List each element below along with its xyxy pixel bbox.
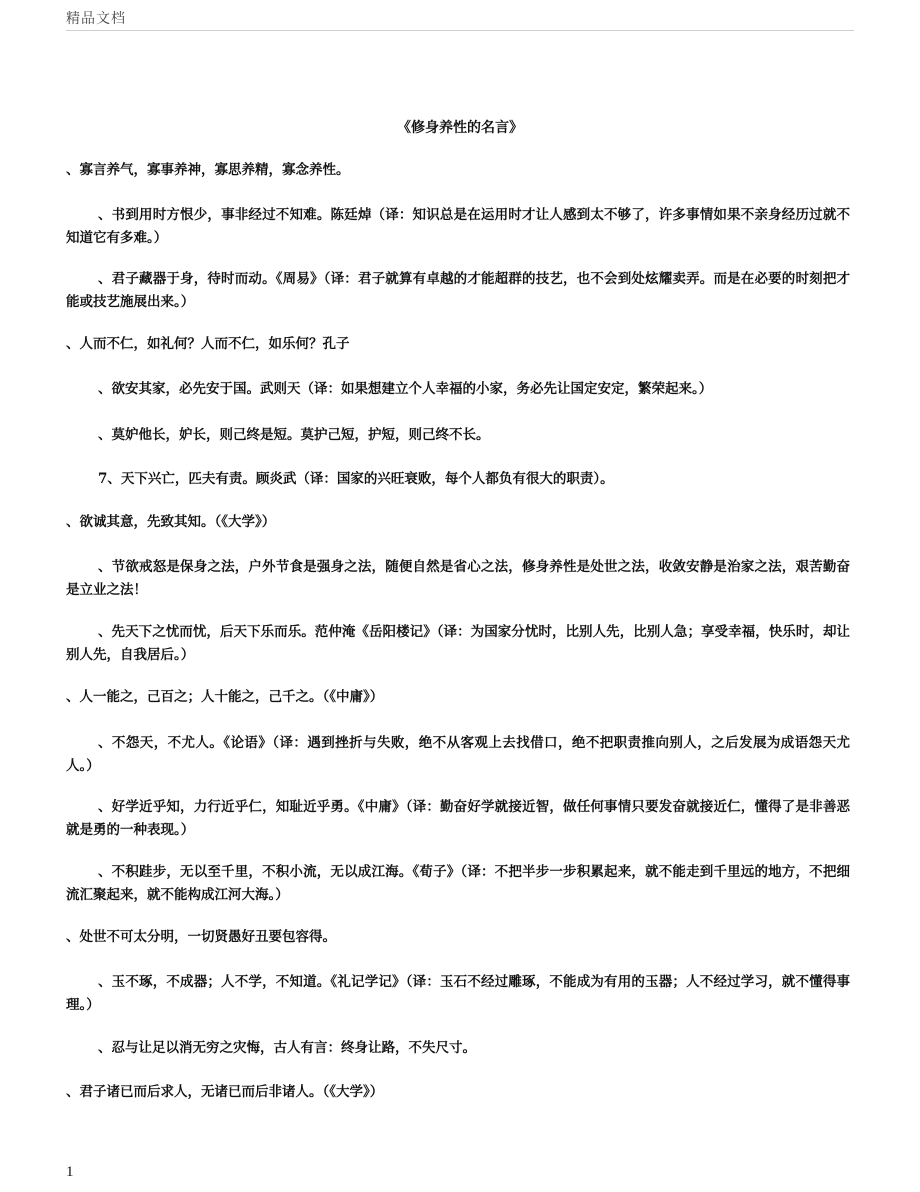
header-label: 精品文档 — [66, 11, 126, 27]
quote-paragraph: 、书到用时方恨少，事非经过不知难。陈廷焯（译：知识总是在运用时才让人感到太不够了，许多事情如果不亲身经历过就不知道它有多难。） — [66, 207, 850, 246]
page-number: 1 — [66, 1164, 74, 1180]
quote-paragraph: 、忍与让足以消无穷之灾悔，古人有言：终身让路，不失尺寸。 — [98, 1040, 476, 1056]
quote-paragraph: 、好学近乎知，力行近乎仁，知耻近乎勇。《中庸》（译：勤奋好学就接近智，做任何事情只要发奋就接近仁，懂得了是非善恶就是勇的一种表现。） — [66, 799, 850, 838]
quote-paragraph: 、人一能之，己百之；人十能之，己千之。（《中庸》） — [66, 689, 384, 705]
quote-paragraph: 、节欲戒怒是保身之法，户外节食是强身之法，随便自然是省心之法，修身养性是处世之法，收敛安静是治家之法，艰苦勤奋是立业之法！ — [66, 559, 850, 598]
quote-paragraph: 7、天下兴亡，匹夫有责。顾炎武（译：国家的兴旺衰败，每个人都负有很大的职责）。 — [98, 471, 614, 487]
quote-paragraph: 、君子藏器于身，待时而动。《周易》（译：君子就算有卓越的才能超群的技艺，也不会到处炫耀卖弄。而是在必要的时刻把才能或技艺施展出来。） — [66, 271, 850, 310]
quote-paragraph: 、欲诚其意，先致其知。（《大学》） — [66, 514, 276, 530]
quote-paragraph: 、君子诸已而后求人，无诸已而后非诸人。（《大学》） — [66, 1084, 384, 1100]
document-title: 《修身养性的名言》 — [397, 120, 523, 136]
quote-paragraph: 、莫妒他长，妒长，则己终是短。莫护己短，护短，则己终不长。 — [98, 427, 490, 443]
quote-paragraph: 、处世不可太分明，一切贤愚好丑要包容得。 — [66, 929, 336, 945]
quote-paragraph: 、不积跬步，无以至千里，不积小流，无以成江海。《荀子》（译：不把半步一步积累起来，就不能走到千里远的地方，不把细流汇聚起来，就不能构成江河大海。） — [66, 864, 850, 903]
quote-paragraph: 、先天下之忧而忧，后天下乐而乐。范仲淹《岳阳楼记》（译：为国家分忧时，比别人先，比别人急；享受幸福，快乐时，却让别人先，自我居后。） — [66, 624, 850, 663]
quote-paragraph: 、人而不仁，如礼何？人而不仁，如乐何？孔子 — [66, 336, 350, 352]
quote-paragraph: 、玉不琢，不成器；人不学，不知道。《礼记学记》（译：玉石不经过雕琢，不能成为有用的玉器；人不经过学习，就不懂得事理。） — [66, 974, 850, 1013]
quote-paragraph: 、欲安其家，必先安于国。武则天（译：如果想建立个人幸福的小家，务必先让国定安定，繁荣起来。） — [98, 381, 713, 397]
quote-paragraph: 、不怨天，不尤人。《论语》（译：遇到挫折与失败，绝不从客观上去找借口，绝不把职责推向别人，之后发展为成语怨天尤人。） — [66, 735, 850, 774]
quote-paragraph: 、寡言养气，寡事养神，寡思养精，寡念养性。 — [66, 162, 350, 178]
page-header — [66, 8, 854, 31]
